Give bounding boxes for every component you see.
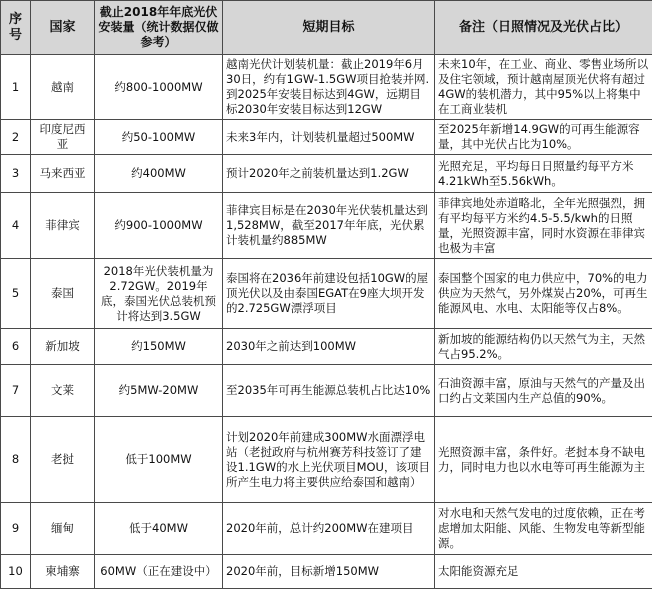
table-row (1, 193, 652, 259)
table-row (1, 259, 652, 329)
cell-country: 老挝 (31, 417, 95, 503)
cell-note: 泰国整个国家的电力供应中，70%的电力供应为天然气，另外煤炭占20%，可再生能源风电、水电、太阳能等仅占8%。 (435, 259, 652, 329)
cell-index: 9 (1, 503, 31, 555)
cell-note: 对水电和天然气发电的过度依赖，正在考虑增加太阳能、风能、生物发电等新型能源。 (435, 503, 652, 555)
cell-capacity: 约5MW-20MW (95, 365, 223, 417)
header-country: 国家 (31, 1, 95, 55)
cell-capacity: 低于100MW (95, 417, 223, 503)
cell-index: 4 (1, 193, 31, 259)
table-row (1, 155, 652, 193)
cell-index: 6 (1, 329, 31, 365)
cell-note: 菲律宾地处赤道略北，全年光照强烈，拥有平均每平方米约4.5-5.5/kwh的日照量，光照资源丰富，同时水资源在菲律宾也极为丰富 (435, 193, 652, 259)
table-row (1, 55, 652, 120)
cell-index: 1 (1, 55, 31, 120)
cell-country: 马来西亚 (31, 155, 95, 193)
cell-index: 8 (1, 417, 31, 503)
cell-country: 泰国 (31, 259, 95, 329)
cell-capacity: 约900-1000MW (95, 193, 223, 259)
cell-index: 10 (1, 555, 31, 589)
table-row (1, 365, 652, 417)
cell-goal: 未来3年内，计划装机量超过500MW (223, 120, 435, 155)
cell-note: 太阳能资源充足 (435, 555, 652, 589)
table-row (1, 417, 652, 503)
cell-index: 2 (1, 120, 31, 155)
cell-note: 光照资源丰富，条件好。老挝本身不缺电力，同时电力也以水电等可再生能源为主 (435, 417, 652, 503)
cell-goal: 2020年前，目标新增150MW (223, 555, 435, 589)
cell-index: 3 (1, 155, 31, 193)
cell-goal: 越南光伏计划装机量：截止2019年6月30日，约有1GW-1.5GW项目抢装并网.到2025年安装目标达到4GW，远期目标2030年安装目标达到12GW (223, 55, 435, 120)
header-index: 序号 (1, 1, 31, 55)
cell-goal: 菲律宾目标是在2030年光伏装机量达到1,528MW，截至2017年年底，光伏累计装机量约885MW (223, 193, 435, 259)
cell-capacity: 约150MW (95, 329, 223, 365)
table-row (1, 555, 652, 589)
cell-country: 柬埔寨 (31, 555, 95, 589)
cell-capacity: 低于40MW (95, 503, 223, 555)
table-row (1, 503, 652, 555)
cell-country: 缅甸 (31, 503, 95, 555)
header-goal: 短期目标 (223, 1, 435, 55)
cell-goal: 2020年前，总计约200MW在建项目 (223, 503, 435, 555)
table-row (1, 120, 652, 155)
cell-goal: 泰国将在2036年前建设包括10GW的屋顶光伏以及由泰国EGAT在9座大坝开发的2.725GW漂浮项目 (223, 259, 435, 329)
cell-capacity: 约50-100MW (95, 120, 223, 155)
cell-goal: 2030年之前达到100MW (223, 329, 435, 365)
cell-capacity: 约400MW (95, 155, 223, 193)
cell-index: 7 (1, 365, 31, 417)
cell-goal: 计划2020年前建成300MW水面漂浮电站（老挝政府与杭州赛芳科技签订了建设1.1GW的水上光伏项目MOU，该项目所产生电力将主要供应给泰国和越南） (223, 417, 435, 503)
table-row (1, 329, 652, 365)
cell-goal: 预计2020年之前装机量达到1.2GW (223, 155, 435, 193)
cell-country: 印度尼西亚 (31, 120, 95, 155)
header-capacity: 截止2018年年底光伏安装量（统计数据仅做参考） (95, 1, 223, 55)
cell-goal: 至2035年可再生能源总装机占比达10% (223, 365, 435, 417)
cell-note: 石油资源丰富，原油与天然气的产量及出口约占文莱国内生产总值的90%。 (435, 365, 652, 417)
cell-note: 新加坡的能源结构仍以天然气为主，天然气占95.2%。 (435, 329, 652, 365)
cell-country: 新加坡 (31, 329, 95, 365)
header-row (1, 1, 652, 55)
cell-country: 文莱 (31, 365, 95, 417)
cell-country: 菲律宾 (31, 193, 95, 259)
cell-note: 未来10年，在工业、商业、零售业场所以及住宅领域，预计越南屋顶光伏将有超过4GW的装机潜力，其中95%以上将集中在工商业装机 (435, 55, 652, 120)
cell-country: 越南 (31, 55, 95, 120)
cell-index: 5 (1, 259, 31, 329)
cell-capacity: 60MW（正在建设中） (95, 555, 223, 589)
cell-capacity: 2018年光伏装机量为2.72GW。2019年底，泰国光伏总装机预计将达到3.5GW (95, 259, 223, 329)
cell-note: 光照充足，平均每日日照量约每平方米4.21kWh至5.56kWh。 (435, 155, 652, 193)
header-note: 备注（日照情况及光伏占比） (435, 1, 652, 55)
cell-capacity: 约800-1000MW (95, 55, 223, 120)
cell-note: 至2025年新增14.9GW的可再生能源容量，其中光伏占比为10%。 (435, 120, 652, 155)
